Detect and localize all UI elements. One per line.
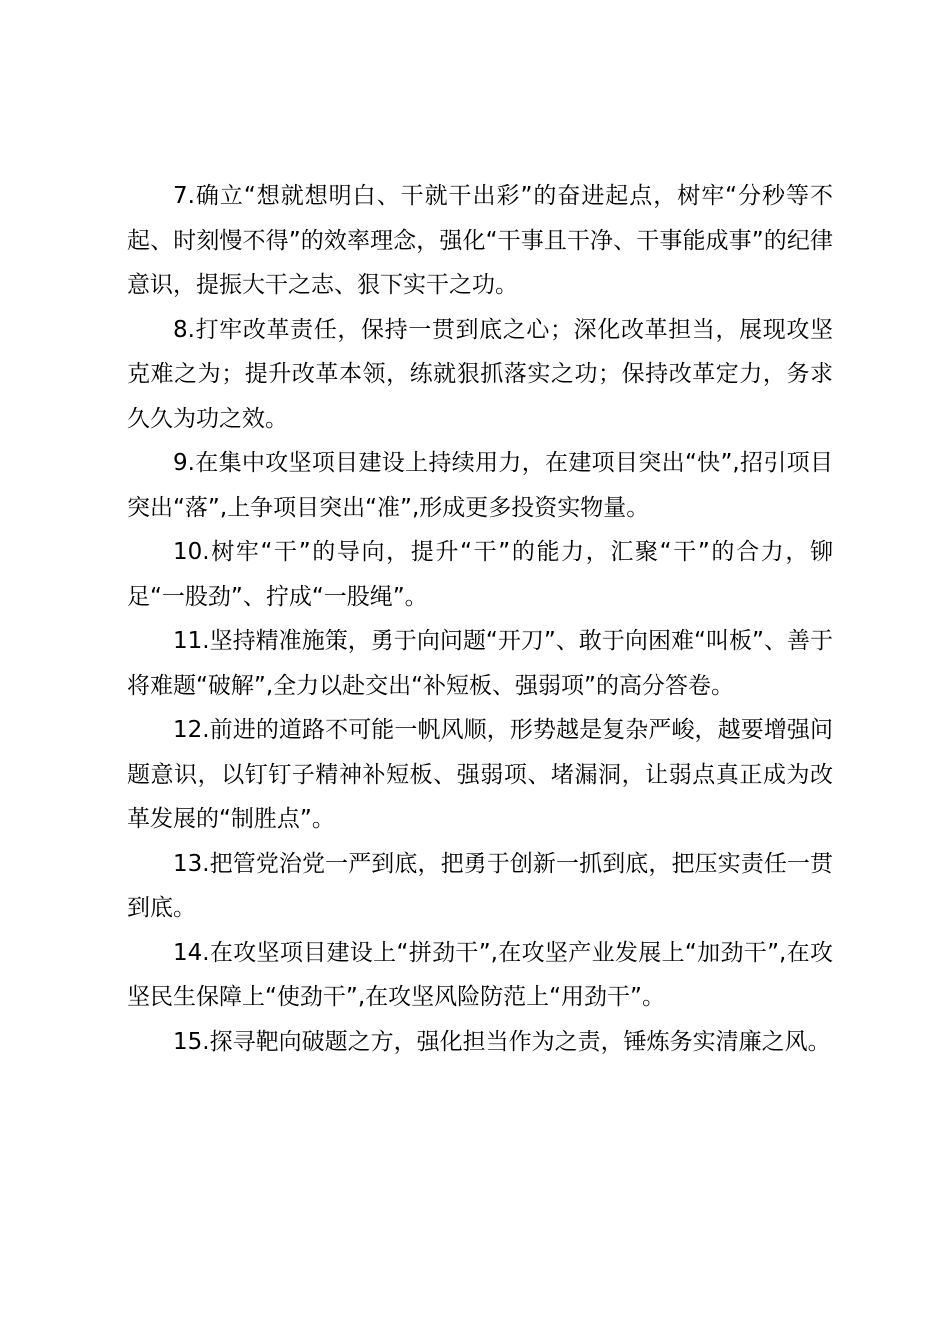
paragraph-15: 15.探寻靶向破题之方，强化担当作为之责，锤炼务实清廉之风。 xyxy=(173,1028,831,1055)
paragraph-9: 9.在集中攻坚项目建设上持续用力，在建项目突出“快”,招引项目突出“落”,上争项目突出“准”,形成更多投资实物量。 xyxy=(127,450,833,521)
paragraph-8: 8.打牢改革责任，保持一贯到底之心；深化改革担当，展现攻坚克难之为；提升改革本领，练就狠抓落实之功；保持改革定力，务求久久为功之效。 xyxy=(127,316,833,432)
paragraph-13: 13.把管党治党一严到底，把勇于创新一抓到底，把压实责任一贯到底。 xyxy=(127,850,833,921)
paragraph-11: 11.坚持精准施策，勇于向问题“开刀”、敢于向困难“叫板”、善于将难题“破解”,全力以赴交出“补短板、强弱项”的高分答卷。 xyxy=(127,628,833,699)
paragraph-10: 10.树牢“干”的导向，提升“干”的能力，汇聚“干”的合力，铆足“一股劲”、拧成“一股绳”。 xyxy=(127,539,833,610)
paragraph-14: 14.在攻坚项目建设上“拼劲干”,在攻坚产业发展上“加劲干”,在攻坚民生保障上“使劲干”,在攻坚风险防范上“用劲干”。 xyxy=(127,939,833,1010)
paragraph-7: 7.确立“想就想明白、干就干出彩”的奋进起点，树牢“分秒等不起、时刻慢不得”的效率理念，强化“干事且干净、干事能成事”的纪律意识，提振大干之志、狠下实干之功。 xyxy=(127,183,833,298)
document-body xyxy=(127,174,833,1064)
paragraph-12: 12.前进的道路不可能一帆风顺，形势越是复杂严峻，越要增强问题意识，以钉钉子精神补短板、强弱项、堵漏洞，让弱点真正成为改革发展的“制胜点”。 xyxy=(127,717,833,832)
